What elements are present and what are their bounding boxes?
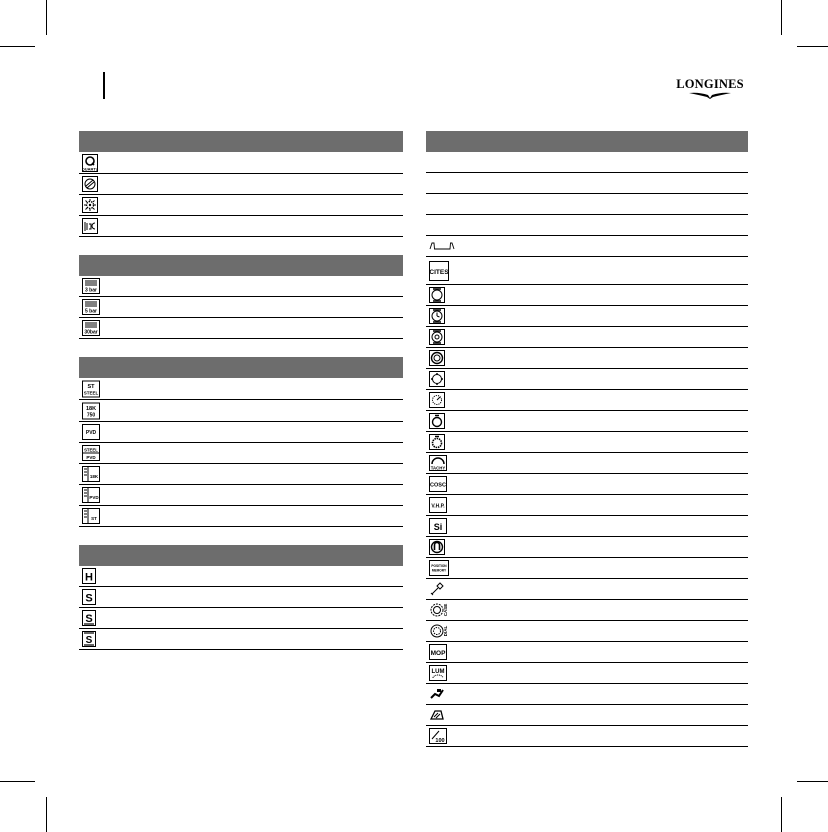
material-line2: STEEL — [83, 390, 99, 395]
material-line1: STEEL — [84, 447, 98, 453]
table-row — [79, 629, 403, 650]
material-line1: ST — [87, 383, 95, 390]
glass-label: S — [85, 635, 93, 646]
dial-function-icon-6 — [429, 392, 445, 408]
table-row — [426, 705, 748, 726]
quartz-icon — [82, 154, 98, 172]
steel-pvd-icon — [82, 445, 100, 461]
table-row — [426, 579, 748, 600]
water-resistance-label: 3 bar — [85, 287, 97, 294]
crop-mark — [781, 0, 782, 35]
table-row — [426, 215, 748, 236]
table-row — [79, 422, 403, 443]
bimetal-18k-icon — [82, 466, 100, 482]
strap-change-icon — [429, 686, 445, 702]
table-row — [79, 608, 403, 629]
position-memory-line1: POSITION — [431, 564, 447, 568]
bracelet-link-icon — [429, 241, 455, 251]
table-row — [426, 390, 748, 411]
dial-function-icon-3 — [429, 329, 445, 345]
winged-hourglass-icon — [687, 91, 733, 100]
material-label: PVD — [85, 430, 97, 436]
table-row — [426, 285, 748, 306]
dial-function-icon-1 — [429, 287, 445, 303]
crop-mark — [46, 797, 47, 832]
glass-label: S — [85, 592, 93, 605]
functions-section — [426, 131, 748, 747]
dial-function-icon-5 — [429, 371, 445, 387]
cites-icon — [429, 261, 449, 281]
automatic-rotor-icon — [82, 176, 98, 192]
hundredth-second-icon — [429, 728, 447, 744]
table-row — [426, 642, 748, 663]
silicon-label: Si — [433, 522, 443, 532]
mop-label: MOP — [430, 650, 446, 657]
table-row — [79, 216, 403, 237]
table-row — [426, 495, 748, 516]
table-row — [426, 194, 748, 215]
cosc-icon — [429, 476, 447, 492]
page-marker — [103, 72, 105, 99]
tachy-label: TACHY — [430, 465, 446, 471]
bimetal-steel-icon — [82, 508, 100, 524]
sapphire-double-antireflective-icon — [82, 631, 96, 647]
table-row — [426, 684, 748, 705]
section-header — [79, 545, 403, 566]
diamond-case-icon — [429, 602, 455, 618]
vhp-label: V.H.P. — [431, 503, 445, 510]
section-header — [426, 131, 748, 152]
dial-function-icon-7 — [429, 413, 445, 429]
lum-label: LUM — [431, 669, 445, 675]
table-row — [79, 400, 403, 422]
position-memory-line2: MEMORY — [431, 568, 447, 573]
sapphire-antireflective-icon — [82, 610, 96, 626]
table-row — [426, 257, 748, 285]
material-line1: 18K — [85, 405, 97, 412]
table-row — [426, 600, 748, 621]
brand-logo — [672, 78, 748, 100]
vhp-icon — [429, 497, 447, 513]
material-line2: 750 — [86, 412, 96, 418]
water-resistance-label: 5 bar — [85, 308, 97, 315]
glass-section — [79, 545, 403, 650]
section-header — [79, 357, 403, 378]
dial-function-icon-4 — [429, 350, 445, 366]
cites-label: CITES — [429, 268, 449, 276]
glass-label: S — [85, 613, 93, 625]
table-row — [426, 306, 748, 327]
water-resistance-section — [79, 255, 403, 339]
table-row — [426, 474, 748, 495]
water-resistance-label: 30bar — [84, 329, 98, 336]
mop-icon — [429, 644, 447, 660]
material-label: ST — [91, 516, 97, 521]
water-resistance-5bar-icon — [82, 299, 100, 315]
table-row — [426, 432, 748, 453]
table-row — [79, 566, 403, 587]
table-row — [79, 443, 403, 464]
luminescent-icon — [429, 665, 447, 681]
silicon-icon — [429, 518, 447, 534]
table-row — [426, 621, 748, 642]
table-row — [79, 152, 403, 174]
crop-mark — [797, 781, 828, 782]
cosc-label: COSC — [430, 482, 446, 489]
movement-section — [79, 131, 403, 237]
table-row — [426, 558, 748, 579]
quartz-label: QUARTZ — [82, 166, 98, 171]
crop-mark — [797, 46, 828, 47]
material-label: 18K — [89, 474, 99, 479]
table-row — [426, 726, 748, 747]
table-row — [426, 453, 748, 474]
table-row — [79, 195, 403, 216]
table-row — [426, 152, 748, 173]
table-row — [79, 276, 403, 297]
mechanical-gear-icon — [82, 197, 98, 213]
diamond-dial-icon — [429, 623, 455, 639]
crop-mark — [781, 797, 782, 832]
screen-icon — [429, 707, 445, 723]
materials-section — [79, 357, 403, 527]
table-row — [426, 516, 748, 537]
hundredth-label: 100 — [435, 738, 445, 744]
table-row — [426, 173, 748, 194]
bimetal-pvd-icon — [82, 487, 100, 503]
crop-mark — [0, 781, 35, 782]
table-row — [426, 537, 748, 558]
section-header — [79, 131, 403, 152]
water-resistance-3bar-icon — [82, 278, 100, 294]
table-row — [79, 587, 403, 608]
material-label: PVD — [89, 495, 99, 500]
antimagnetic-icon — [429, 539, 445, 555]
table-row — [426, 369, 748, 390]
table-row — [79, 378, 403, 400]
gold-18k-icon — [82, 402, 100, 419]
manual-winding-crown-icon — [82, 218, 98, 234]
crop-mark — [46, 0, 47, 35]
table-row — [79, 485, 403, 506]
table-row — [426, 236, 748, 257]
table-row — [79, 318, 403, 339]
table-row — [426, 663, 748, 684]
material-line2: PVD — [86, 455, 96, 460]
position-memory-icon — [429, 560, 449, 576]
section-header — [79, 255, 403, 276]
dial-function-icon-8 — [429, 434, 445, 450]
table-row — [426, 411, 748, 432]
table-row — [426, 348, 748, 369]
table-row — [79, 297, 403, 318]
diamond-case-label: CASE — [443, 603, 448, 617]
steel-icon — [82, 380, 100, 397]
crop-mark — [0, 46, 35, 47]
dial-function-icon-2 — [429, 308, 445, 324]
glass-label: H — [85, 571, 93, 584]
brand-name: LONGINES — [676, 77, 744, 91]
water-resistance-30bar-icon — [82, 320, 100, 336]
hesalite-glass-icon — [82, 568, 96, 584]
sapphire-glass-icon — [82, 589, 96, 605]
screwdriver-icon — [429, 581, 445, 597]
table-row — [79, 174, 403, 195]
table-row — [79, 506, 403, 527]
table-row — [426, 327, 748, 348]
table-row — [79, 464, 403, 485]
pvd-icon — [82, 424, 100, 440]
diamond-dial-label: DIAL — [443, 625, 448, 637]
tachymeter-icon — [429, 455, 447, 471]
